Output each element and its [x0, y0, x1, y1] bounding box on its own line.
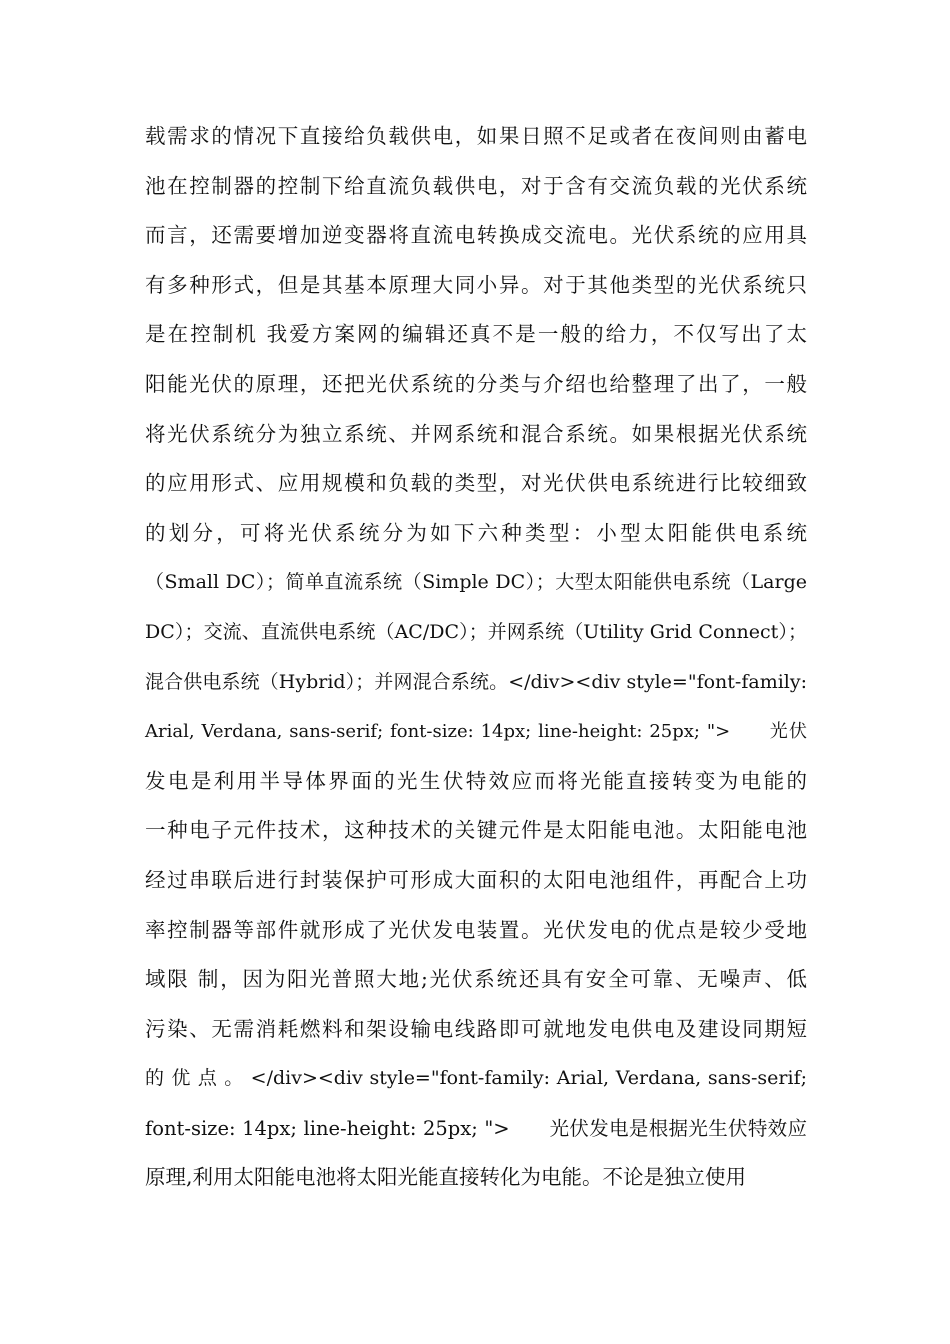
text-line: 的 优 点 。 </div><div style="font-family: Arial, Verdana, sans-serif;: [145, 1067, 807, 1090]
text-line: font-size: 14px; line-height: 25px; "> 光伏发电是根据光生伏特效应: [145, 1116, 807, 1140]
text-line: 载需求的情况下直接给负载供电，如果日照不足或者在夜间则由蓄电: [145, 124, 807, 148]
text-line: 原理,利用太阳能电池将太阳光能直接转化为电能。不论是独立使用: [145, 1165, 747, 1190]
text-line: 的应用形式、应用规模和负载的类型，对光伏供电系统进行比较细致: [145, 471, 807, 496]
text-line: 经过串联后进行封装保护可形成大面积的太阳电池组件，再配合上功: [145, 867, 807, 892]
text-line: 域限 制，因为阳光普照大地;光伏系统还具有安全可靠、无噪声、低: [145, 967, 807, 992]
text-line: 阳能光伏的原理，还把光伏系统的分类与介绍也给整理了出了，一般: [145, 371, 807, 396]
body-text: [145, 112, 807, 1203]
text-line: 污染、无需消耗燃料和架设输电线路即可就地发电供电及建设同期短: [145, 1016, 807, 1041]
text-line: Arial, Verdana, sans-serif; font-size: 14px; line-height: 25px; "> 光伏: [145, 721, 807, 743]
text-line: 而言，还需要增加逆变器将直流电转换成交流电。光伏系统的应用具: [145, 223, 807, 248]
text-line: 率控制器等部件就形成了光伏发电装置。光伏发电的优点是较少受地: [145, 917, 807, 942]
text-line: 有多种形式，但是其基本原理大同小异。对于其他类型的光伏系统只: [145, 272, 807, 297]
text-line: 的划分，可将光伏系统分为如下六种类型：小型太阳能供电系统: [145, 520, 807, 545]
text-line: （Small DC）；简单直流系统（Simple DC）；大型太阳能供电系统（Large: [145, 571, 807, 594]
text-line: DC）；交流、直流供电系统（AC/DC）；并网系统（Utility Grid Connect）；: [145, 620, 807, 643]
text-line: 池在控制器的控制下给直流负载供电，对于含有交流负载的光伏系统: [145, 173, 807, 198]
text-line: 混合供电系统（Hybrid）；并网混合系统。</div><div style="font-family:: [145, 670, 807, 693]
text-line: 一种电子元件技术，这种技术的关键元件是太阳能电池。太阳能电池: [145, 818, 807, 843]
text-line: 将光伏系统分为独立系统、并网系统和混合系统。如果根据光伏系统: [145, 421, 807, 446]
text-line: 发电是利用半导体界面的光生伏特效应而将光能直接转变为电能的: [145, 768, 807, 793]
text-line: 是在控制机 我爱方案网的编辑还真不是一般的给力，不仅写出了太: [145, 322, 807, 347]
